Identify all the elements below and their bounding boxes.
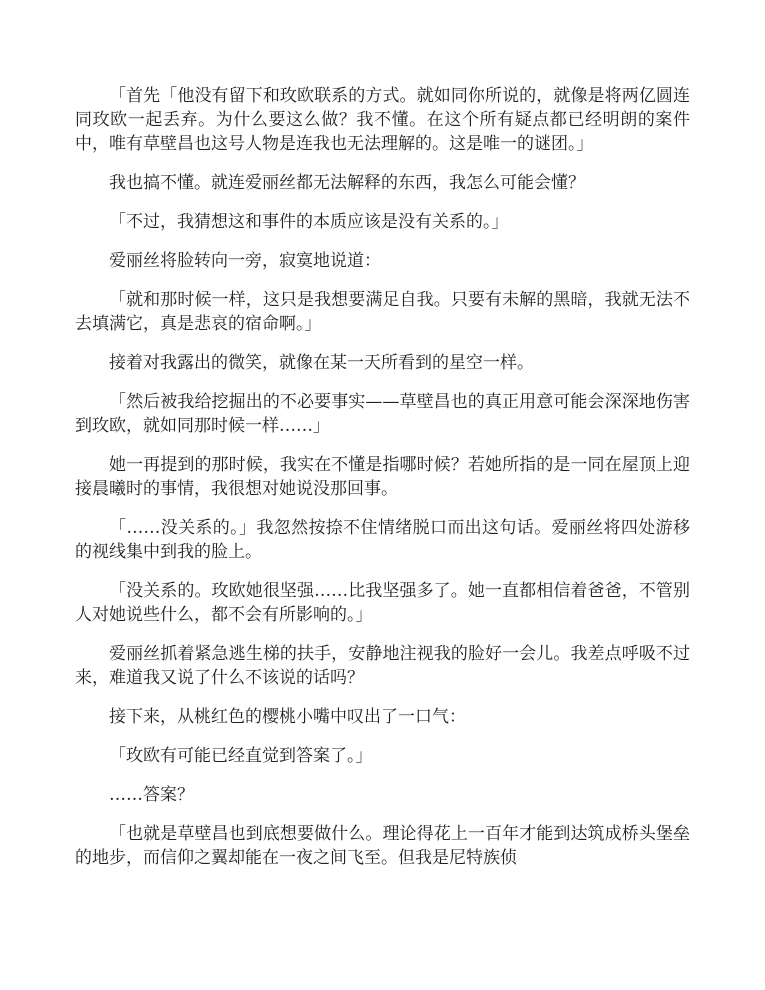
paragraph: 「然后被我给挖掘出的不必要事实——草壁昌也的真正用意可能会深深地伤害到玫欧，就如同那时候一样……」: [75, 392, 690, 436]
paragraph: 「不过，我猜想这和事件的本质应该是没有关系的。」: [109, 212, 509, 232]
paragraph: 「也就是草壁昌也到底想要做什么。理论得花上一百年才能到达筑成桥头堡垒的地步，而信仰之翼却能在一夜之间飞至。但我是尼特族侦: [75, 824, 690, 868]
paragraph: 她一再提到的那时候，我实在不懂是指哪时候？若她所指的是一同在屋顶上迎接晨曦时的事情，我很想对她说没那回事。: [75, 455, 690, 499]
paragraph: 爱丽丝抓着紧急逃生梯的扶手，安静地注视我的脸好一会儿。我差点呼吸不过来，难道我又说了什么不该说的话吗？: [75, 644, 690, 688]
paragraph: 「没关系的。玫欧她很坚强……比我坚强多了。她一直都相信着爸爸，不管别人对她说些什么，都不会有所影响的。」: [75, 581, 690, 625]
page-text: [75, 84, 690, 885]
paragraph: 「首先「他没有留下和玫欧联系的方式。就如同你所说的，就像是将两亿圆连同玫欧一起丢弃。为什么要这么做？我不懂。在这个所有疑点都已经明朗的案件中，唯有草壁昌也这号人物是连我也无法理解的。这是唯一的谜团。」: [75, 86, 690, 154]
paragraph: 我也搞不懂。就连爱丽丝都无法解释的东西，我怎么可能会懂？: [109, 173, 585, 193]
paragraph: ……答案？: [109, 785, 194, 805]
paragraph: 「……没关系的。」我忽然按捺不住情绪脱口而出这句话。爱丽丝将四处游移的视线集中到我的脸上。: [75, 518, 690, 562]
paragraph: 「就和那时候一样，这只是我想要满足自我。只要有未解的黑暗，我就无法不去填满它，真是悲哀的宿命啊。」: [75, 290, 690, 334]
paragraph: 接下来，从桃红色的樱桃小嘴中叹出了一口气：: [109, 707, 466, 727]
paragraph: 接着对我露出的微笑，就像在某一天所看到的星空一样。: [109, 353, 534, 373]
paragraph: 「玫欧有可能已经直觉到答案了。」: [109, 746, 373, 766]
paragraph: 爱丽丝将脸转向一旁，寂寞地说道：: [109, 251, 381, 271]
